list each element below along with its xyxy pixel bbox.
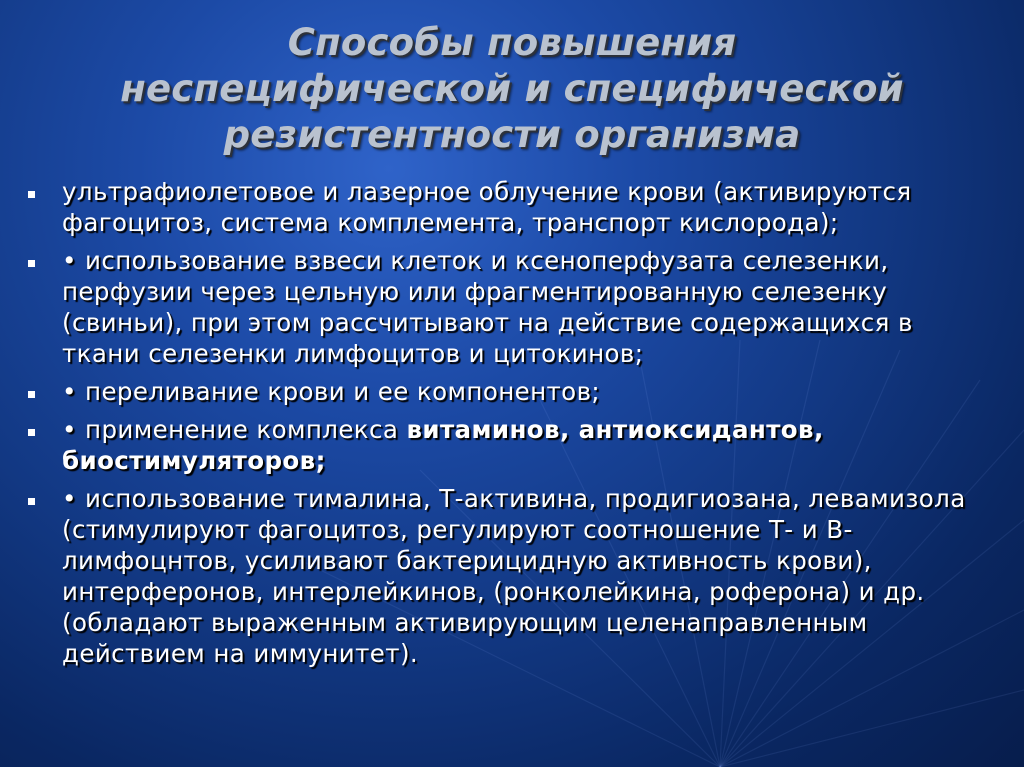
bullet-item-immunomodulators: [28, 483, 998, 669]
square-bullet-icon: [28, 260, 35, 267]
bullet-text-bold: витаминов, антиоксидантов, биостимуляторов;: [62, 415, 824, 475]
bullet-text-regular: • применение комплекса: [62, 415, 407, 444]
slide-title: [20, 20, 1004, 158]
bullet-text: ультрафиолетовое и лазерное облучение крови (активируются фагоцитоз, система комплемента, транспорт кислорода);: [62, 177, 912, 237]
bullet-item-spleen-perfusion: [28, 245, 998, 369]
bullet-item-vitamins: [28, 414, 998, 476]
bullet-text: • переливание крови и ее компонентов;: [62, 377, 601, 406]
title-line-3: резистентности организма: [223, 113, 801, 156]
bullet-text: • использование взвеси клеток и ксеноперфузата селезенки, перфузии через цельную или фрагментированную селезенку (свиньи), при этом рассчитывают на действие содержащихся в ткани селезенки лимфоцитов и цитокинов;: [62, 246, 913, 368]
bullet-item-blood-transfusion: [28, 376, 998, 407]
bullet-text: [62, 414, 998, 476]
square-bullet-icon: [28, 429, 35, 436]
title-line-2: неспецифической и специфической: [120, 67, 904, 110]
bullet-list: [28, 176, 998, 676]
square-bullet-icon: [28, 191, 35, 198]
square-bullet-icon: [28, 498, 35, 505]
bullet-item-uv-laser: [28, 176, 998, 238]
bullet-text: • использование тималина, Т-активина, продигиозана, левамизола (стимулируют фагоцитоз, регулируют соотношение Т- и В-лимфоцнтов, усиливают бактерицидную активность крови), интерферонов, интерлейкинов, (ронколейкина, роферона) и др. (обладают выраженным активирующим целенаправленным действием на иммунитет).: [62, 484, 966, 668]
square-bullet-icon: [28, 391, 35, 398]
title-line-1: Способы повышения: [287, 21, 737, 64]
